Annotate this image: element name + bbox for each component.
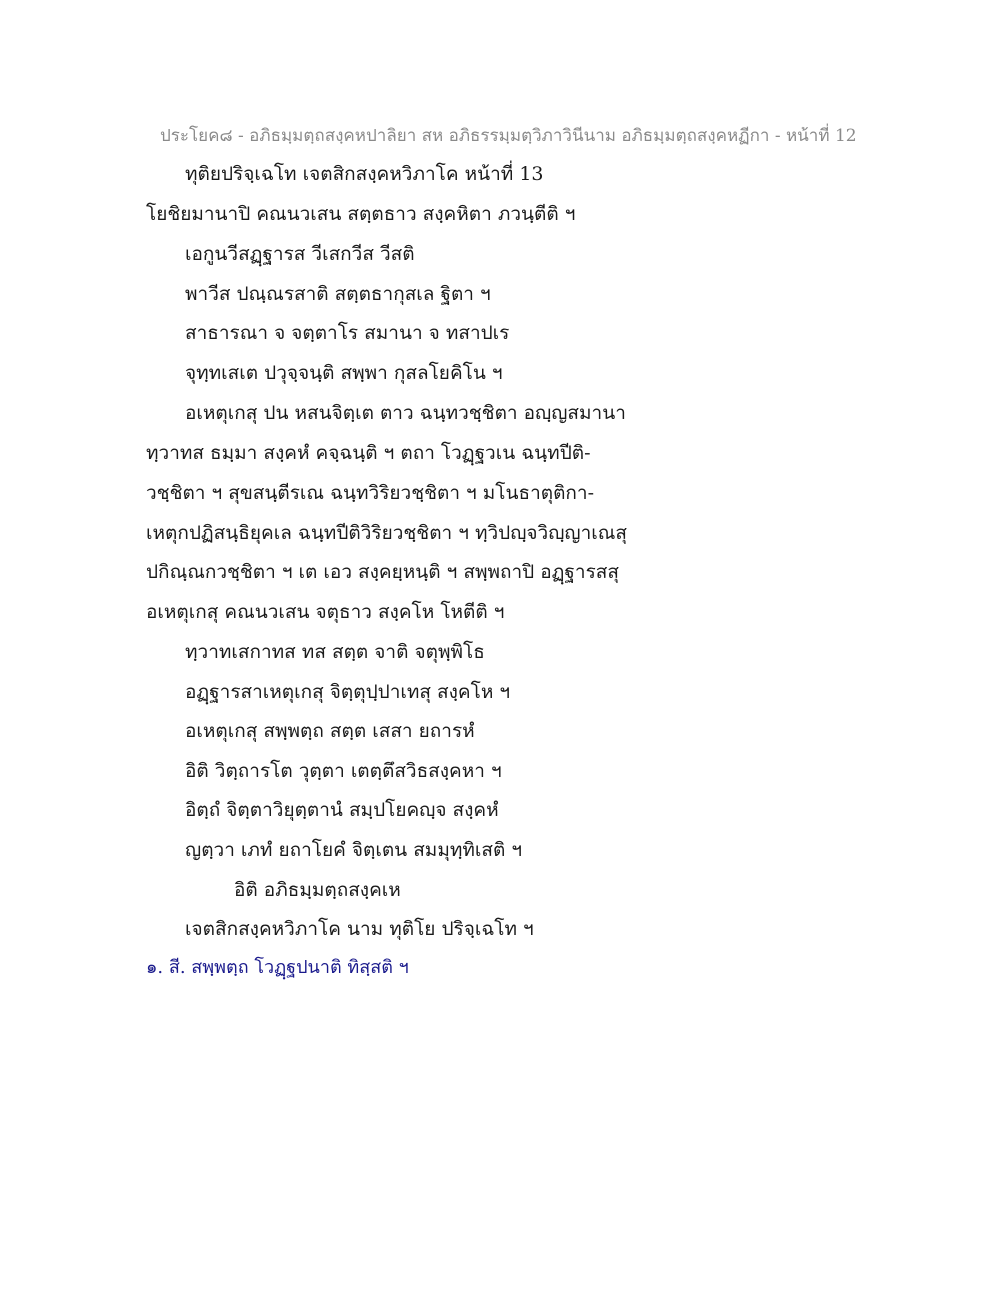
colophon-line: เจตสิกสงฺคหวิภาโค นาม ทุติโย ปริจฺเฉโท ฯ xyxy=(185,918,534,940)
verse-line: ญตฺวา เภทํ ยถาโยคํ จิตฺเตน สมมุทฺทิเสติ ฯ xyxy=(185,839,523,861)
footnote: ๑. สี. สพฺพตฺถ โวฏฺฐปนาติ ทิสฺสติ ฯ xyxy=(146,957,409,978)
colophon-line: อิติ อภิธมฺมตฺถสงฺคเห xyxy=(234,879,401,901)
verse-line: อิตฺถํ จิตฺตาวิยุตฺตานํ สมฺปโยคญฺจ สงฺคหํ xyxy=(185,799,499,821)
text-line: ปกิณฺณกวชฺชิตา ฯ เต เอว สงฺคยฺหนฺติ ฯ สพฺพถาปิ อฏฺฐารสสุ xyxy=(146,561,619,583)
text-line: เหตุกปฏิสนฺธิยุคเล ฉนฺทปีติวิริยวชฺชิตา ฯ ทฺวิปญฺจวิญฺญาเณสุ xyxy=(146,522,627,544)
text-line: โยชิยมานาปิ คณนวเสน สตฺตธาว สงฺคหิตา ภวนฺตีติ ฯ xyxy=(146,203,576,225)
text-line: วชฺชิตา ฯ สุขสนฺตีรเณ ฉนฺทวิริยวชฺชิตา ฯ มโนธาตุติกา- xyxy=(146,482,595,504)
text-line: ทฺวาทส ธมฺมา สงฺคหํ คจฺฉนฺติ ฯ ตถา โวฏฺฐวเน ฉนฺทปีติ- xyxy=(146,442,591,464)
text-line: อเหตุเกสุ คณนวเสน จตุธาว สงฺคโห โหตีติ ฯ xyxy=(146,601,505,623)
verse-line: สาธารณา จ จตฺตาโร สมานา จ ทสาปเร xyxy=(185,322,510,344)
verse-line: อิติ วิตฺถารโต วุตฺตา เตตฺตึสวิธสงฺคหา ฯ xyxy=(185,760,502,782)
verse-line: ทฺวาทเสกาทส ทส สตฺต จาติ จตุพฺพิโธ xyxy=(185,641,485,663)
verse-line: จุทฺทเสเต ปวุจฺจนฺติ สพฺพา กุสลโยคิโน ฯ xyxy=(185,362,503,384)
verse-line: อฏฺฐารสาเหตุเกสุ จิตฺตุปฺปาเทสุ สงฺคโห ฯ xyxy=(185,681,511,703)
verse-line: อเหตุเกสุ สพฺพตฺถ สตฺต เสสา ยถารหํ xyxy=(185,720,475,742)
verse-line: พาวีส ปณฺณรสาติ สตฺตธากุสเล ฐิตา ฯ xyxy=(185,283,491,305)
verse-line: เอกูนวีสฏฺฐารส วีเสกวีส วีสติ xyxy=(185,243,415,265)
chapter-heading: ทุติยปริจฺเฉโท เจตสิกสงฺคหวิภาโค หน้าที่ 13 xyxy=(185,163,544,185)
page-header: ประโยค๘ - อภิธมฺมตฺถสงฺคหปาลิยา สห อภิธรรมฺมตฺวิภาวินีนาม อภิธมฺมตฺถสงฺคหฏีกา - หน้าที่ 12 xyxy=(160,126,857,146)
text-line: อเหตุเกสุ ปน หสนจิตฺเต ตาว ฉนฺทวชฺชิตา อญฺญสมานา xyxy=(185,402,626,424)
